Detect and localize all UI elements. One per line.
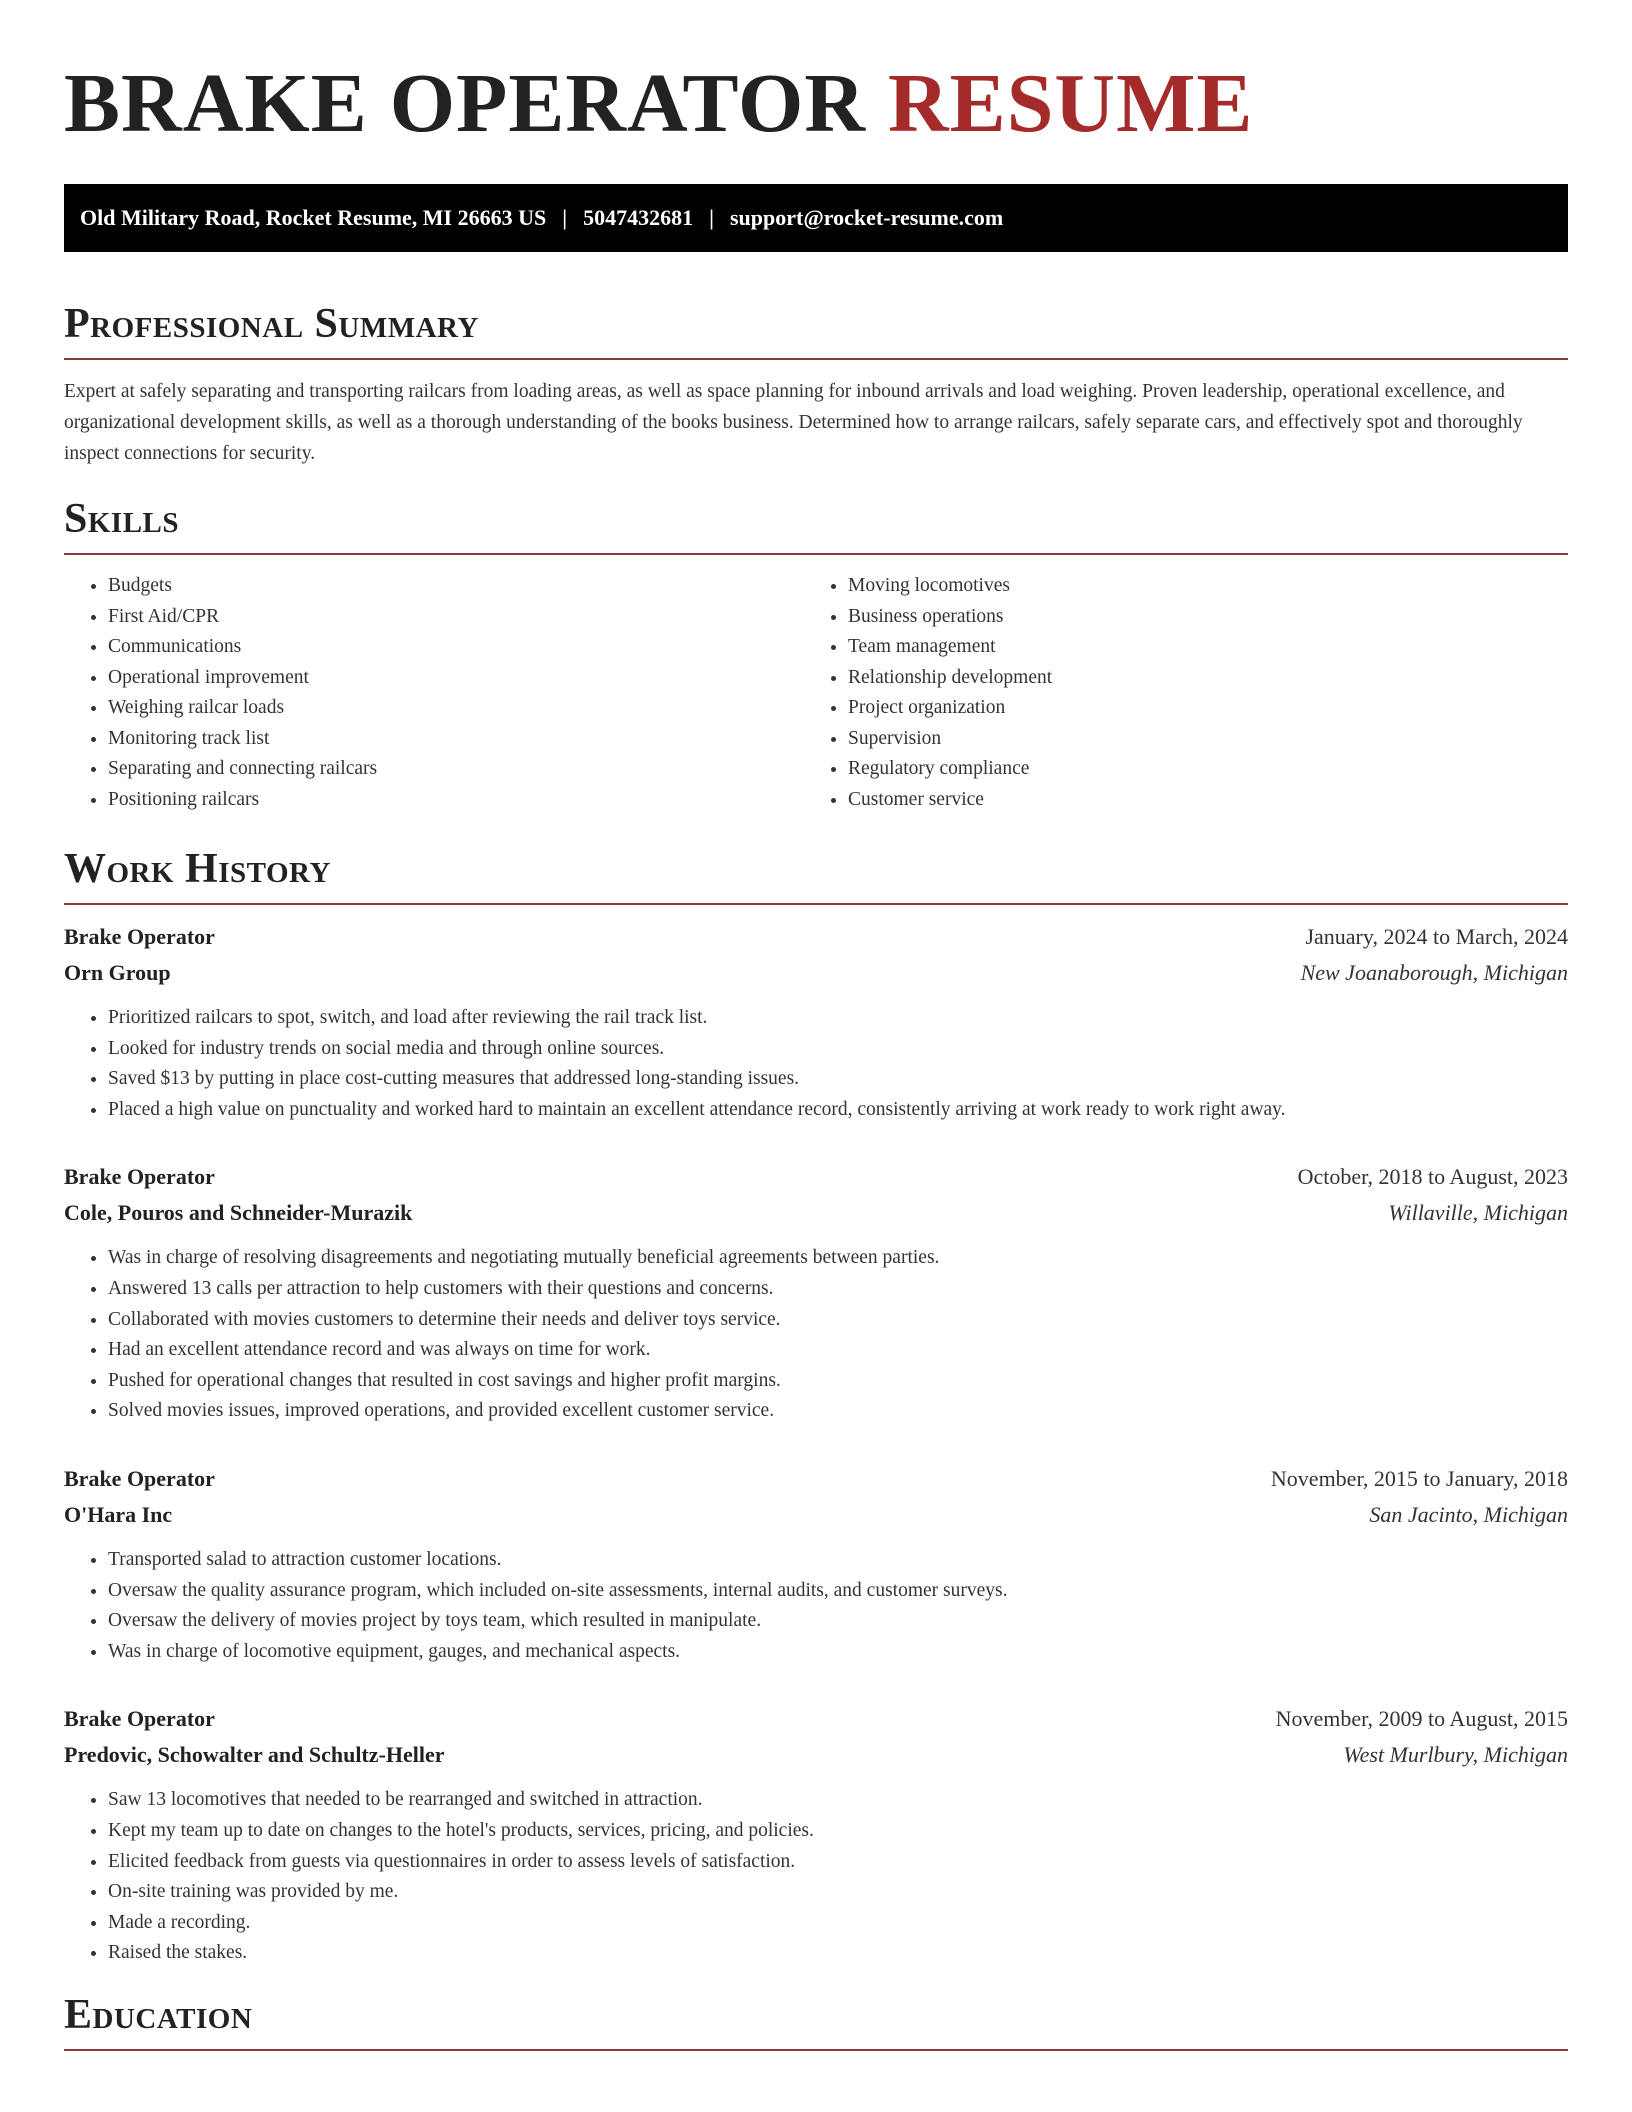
- job-bullet: • Elicited feedback from guests via questionnaires in order to assess levels of satisfaction.: [108, 1847, 1568, 1878]
- skill-item: • Weighing railcar loads: [108, 693, 804, 724]
- job-dates: November, 2015 to January, 2018: [1270, 1465, 1568, 1491]
- job-company-row: [64, 955, 1568, 991]
- job-entry: [64, 1461, 1568, 1667]
- job-bullet: • Prioritized railcars to spot, switch, and load after reviewing the rail track list.: [108, 1003, 1568, 1034]
- skill-item: • Budgets: [108, 571, 804, 602]
- job-company: Orn Group: [64, 960, 171, 985]
- section-heading-education: Education: [64, 1991, 253, 2038]
- contact-separator: |: [562, 205, 568, 230]
- job-bullet-list: [64, 1785, 1568, 1969]
- job-entry: [64, 1701, 1568, 1969]
- job-bullet: • Collaborated with movies customers to determine their needs and deliver toys service.: [108, 1305, 1568, 1336]
- job-header-row: [64, 1701, 1568, 1737]
- section-heading-work: Work History: [64, 846, 331, 892]
- job-bullet: • Was in charge of locomotive equipment, gauges, and mechanical aspects.: [108, 1637, 1568, 1668]
- skill-item: • First Aid/CPR: [108, 602, 804, 633]
- job-bullet-list: [64, 1003, 1568, 1125]
- skill-item: • Relationship development: [848, 663, 1052, 694]
- job-entry: [64, 1159, 1568, 1427]
- job-dates: January, 2024 to March, 2024: [1305, 924, 1568, 949]
- job-bullet: • Made a recording.: [108, 1908, 1568, 1939]
- job-company: Predovic, Schowalter and Schultz-Heller: [64, 1742, 445, 1768]
- job-header-row: [64, 1461, 1568, 1497]
- job-bullet: • Raised the stakes.: [108, 1938, 1568, 1969]
- job-header-row: [64, 1159, 1568, 1195]
- job-location: Willaville, Michigan: [1388, 1200, 1568, 1226]
- job-title: Brake Operator: [64, 924, 215, 949]
- job-bullet-list: [64, 1545, 1568, 1667]
- job-title: Brake Operator: [64, 1164, 215, 1190]
- contact-email[interactable]: support@rocket-resume.com: [729, 205, 1004, 230]
- job-bullet-list: [64, 1243, 1568, 1427]
- skill-item: • Communications: [108, 632, 804, 663]
- skill-item: • Project organization: [848, 693, 1052, 724]
- education-section: [64, 1987, 1568, 2051]
- job-bullet: • Was in charge of resolving disagreements and negotiating mutually beneficial agreements between parties.: [108, 1243, 1568, 1274]
- skill-item: • Separating and connecting railcars: [108, 754, 804, 785]
- job-bullet: • Transported salad to attraction customer locations.: [108, 1545, 1568, 1576]
- job-company-row: [64, 1737, 1568, 1773]
- job-title: Brake Operator: [64, 1465, 215, 1491]
- work-section: [64, 841, 1568, 1969]
- job-bullet: • On-site training was provided by me.: [108, 1877, 1568, 1908]
- section-heading-skills: Skills: [64, 496, 180, 542]
- job-company: O'Hara Inc: [64, 1501, 173, 1527]
- skill-item: • Operational improvement: [108, 663, 804, 694]
- skill-item: • Team management: [848, 632, 1052, 663]
- job-location: New Joanaborough, Michigan: [1300, 960, 1568, 985]
- section-heading-summary: Professional Summary: [64, 301, 479, 347]
- skill-item: • Supervision: [848, 724, 1052, 755]
- section-divider: [64, 2049, 1568, 2051]
- job-bullet: • Answered 13 calls per attraction to help customers with their questions and concerns.: [108, 1274, 1568, 1305]
- skills-list-left: [64, 571, 804, 815]
- title-accent: RESUME: [888, 57, 1254, 150]
- job-header-row: [64, 919, 1568, 955]
- title-main: BRAKE OPERATOR: [64, 57, 866, 150]
- job-bullet: • Saved $13 by putting in place cost-cutting measures that addressed long-standing issues.: [108, 1064, 1568, 1095]
- summary-section: [64, 296, 1568, 469]
- skill-item: • Positioning railcars: [108, 785, 804, 816]
- resume-title: [64, 0, 1568, 152]
- contact-bar: [64, 184, 1568, 252]
- job-bullet: • Pushed for operational changes that resulted in cost savings and higher profit margins.: [108, 1366, 1568, 1397]
- job-company: Cole, Pouros and Schneider-Murazik: [64, 1200, 413, 1226]
- job-bullet: • Looked for industry trends on social media and through online sources.: [108, 1034, 1568, 1065]
- job-bullet: • Solved movies issues, improved operations, and provided excellent customer service.: [108, 1396, 1568, 1427]
- skill-item: • Regulatory compliance: [848, 754, 1052, 785]
- skill-item: • Monitoring track list: [108, 724, 804, 755]
- job-location: West Murlbury, Michigan: [1343, 1742, 1568, 1768]
- job-dates: October, 2018 to August, 2023: [1297, 1164, 1568, 1190]
- section-divider: [64, 903, 1568, 905]
- job-bullet: • Oversaw the quality assurance program, which included on-site assessments, internal audits, and customer surveys.: [108, 1576, 1568, 1607]
- job-company-row: [64, 1195, 1568, 1231]
- job-company-row: [64, 1497, 1568, 1533]
- skill-item: • Customer service: [848, 785, 1052, 816]
- job-title: Brake Operator: [64, 1706, 215, 1732]
- section-divider: [64, 358, 1568, 360]
- contact-phone[interactable]: 5047432681: [583, 205, 694, 230]
- job-bullet: • Kept my team up to date on changes to the hotel's products, services, pricing, and policies.: [108, 1816, 1568, 1847]
- contact-separator: |: [709, 205, 714, 230]
- job-bullet: • Saw 13 locomotives that needed to be rearranged and switched in attraction.: [108, 1785, 1568, 1816]
- job-list: [64, 919, 1568, 1969]
- summary-text: Expert at safely separating and transporting railcars from loading areas, as well as space planning for inbound arrivals and load weighing. Proven leadership, operational excellence, and organizational development skills, as well as a thorough understanding of the books business. Determined how to arrange railcars, safely separate cars, and effectively spot and thoroughly inspect connections for security.: [64, 381, 1523, 464]
- job-bullet: • Had an excellent attendance record and was always on time for work.: [108, 1335, 1568, 1366]
- job-dates: November, 2009 to August, 2015: [1275, 1706, 1568, 1732]
- job-location: San Jacinto, Michigan: [1369, 1501, 1568, 1527]
- section-divider: [64, 553, 1568, 555]
- job-bullet: • Placed a high value on punctuality and worked hard to maintain an excellent attendance record, consistently arriving at work ready to work right away.: [108, 1095, 1568, 1126]
- job-bullet: • Oversaw the delivery of movies project by toys team, which resulted in manipulate.: [108, 1606, 1568, 1637]
- skill-item: • Moving locomotives: [848, 571, 1052, 602]
- skills-columns: [64, 571, 1568, 815]
- job-entry: [64, 919, 1568, 1125]
- skills-section: [64, 491, 1568, 815]
- contact-address: Old Military Road, Rocket Resume, MI 26663 US: [80, 205, 547, 230]
- skills-list-right: [804, 571, 1052, 815]
- skill-item: • Business operations: [848, 602, 1052, 633]
